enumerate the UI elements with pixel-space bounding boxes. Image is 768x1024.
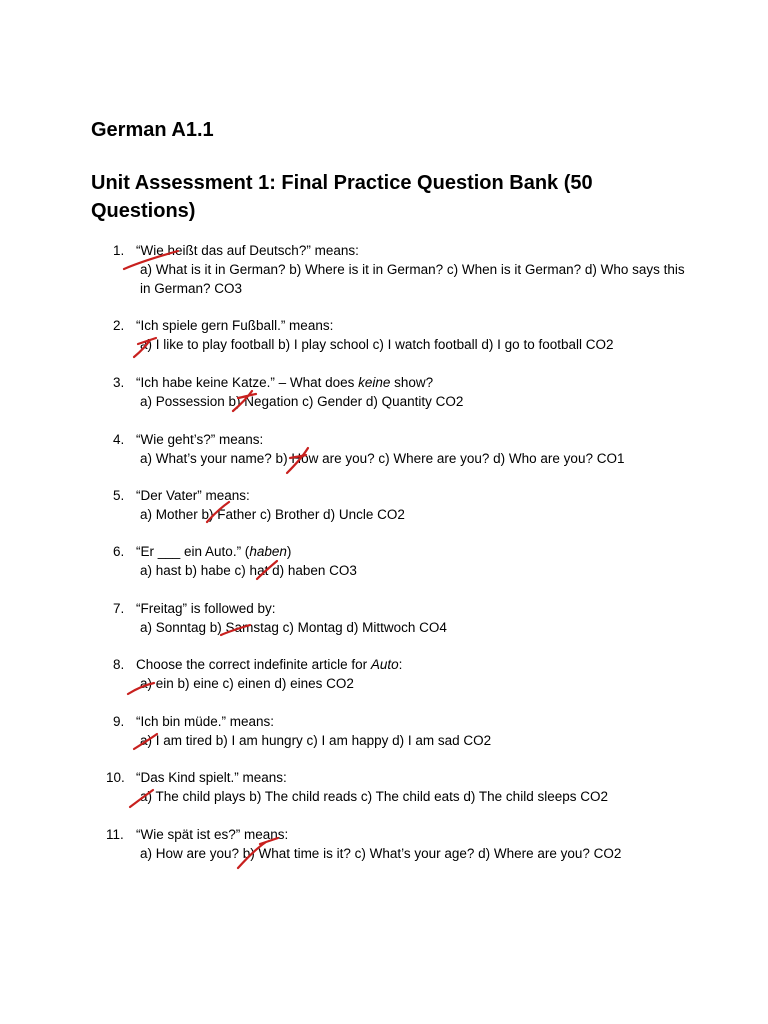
answer-options: a) Sonntag b) Samstag c) Montag d) Mittwoch CO4 bbox=[140, 620, 447, 635]
prompt-keyword: haben bbox=[249, 544, 287, 559]
question-number: 6. bbox=[113, 544, 125, 559]
question-number: 7. bbox=[113, 601, 125, 616]
question-prompt: “Wie geht’s?” means: bbox=[136, 432, 264, 447]
question-number: 10. bbox=[106, 770, 125, 785]
question-number: 9. bbox=[113, 714, 125, 729]
question-number: 1. bbox=[113, 243, 125, 258]
question-prompt bbox=[136, 655, 696, 674]
question-prompt: “Ich spiele gern Fußball.” means: bbox=[136, 318, 334, 333]
answer-options: a) The child plays b) The child reads c) The child eats d) The child sleeps CO2 bbox=[140, 789, 608, 804]
question-prompt bbox=[136, 373, 696, 392]
answer-options: a) hast b) habe c) hat d) haben CO3 bbox=[140, 563, 357, 578]
question-prompt: “Freitag” is followed by: bbox=[136, 601, 276, 616]
question-prompt: “Wie heißt das auf Deutsch?” means: bbox=[136, 243, 359, 258]
question-number: 11. bbox=[106, 827, 124, 842]
answer-options: a) I am tired b) I am hungry c) I am happy d) I am sad CO2 bbox=[140, 733, 492, 748]
answer-options: a) Mother b) Father c) Brother d) Uncle CO2 bbox=[140, 507, 405, 522]
question-number: 2. bbox=[113, 318, 125, 333]
question-prompt: “Ich bin müde.” means: bbox=[136, 714, 275, 729]
answer-options: a) What is it in German? b) Where is it in German? c) When is it German? d) Who says this in German? CO3 bbox=[140, 262, 685, 296]
prompt-text: ) bbox=[286, 544, 292, 559]
answer-options: a) What’s your name? b) How are you? c) Where are you? d) Who are you? CO1 bbox=[140, 451, 625, 466]
prompt-text: “Er ___ ein Auto.” ( bbox=[136, 544, 250, 559]
question-number: 5. bbox=[113, 488, 125, 503]
question-prompt bbox=[136, 542, 696, 561]
question-prompt: “Das Kind spielt.” means: bbox=[136, 770, 287, 785]
subject-title: German A1.1 bbox=[91, 119, 214, 141]
prompt-text: : bbox=[398, 657, 403, 672]
prompt-text: “Ich habe keine Katze.” – What does bbox=[136, 375, 359, 390]
prompt-text: show? bbox=[390, 375, 434, 390]
document-title: Unit Assessment 1: Final Practice Question Bank (50 Questions) bbox=[91, 172, 593, 222]
question-number: 3. bbox=[113, 375, 125, 390]
question-prompt: “Der Vater” means: bbox=[136, 488, 250, 503]
answer-options: a) Possession b) Negation c) Gender d) Quantity CO2 bbox=[140, 394, 464, 409]
answer-options: a) How are you? b) What time is it? c) What’s your age? d) Where are you? CO2 bbox=[140, 846, 622, 861]
prompt-keyword: keine bbox=[358, 375, 391, 390]
answer-options: a) I like to play football b) I play school c) I watch football d) I go to football CO2 bbox=[140, 337, 614, 352]
prompt-text: Choose the correct indefinite article for bbox=[136, 657, 371, 672]
question-number: 4. bbox=[113, 432, 125, 447]
question-number: 8. bbox=[113, 657, 125, 672]
prompt-keyword: Auto bbox=[370, 657, 399, 672]
answer-options: a) ein b) eine c) einen d) eines CO2 bbox=[140, 676, 354, 691]
question-prompt: “Wie spät ist es?” means: bbox=[136, 827, 289, 842]
